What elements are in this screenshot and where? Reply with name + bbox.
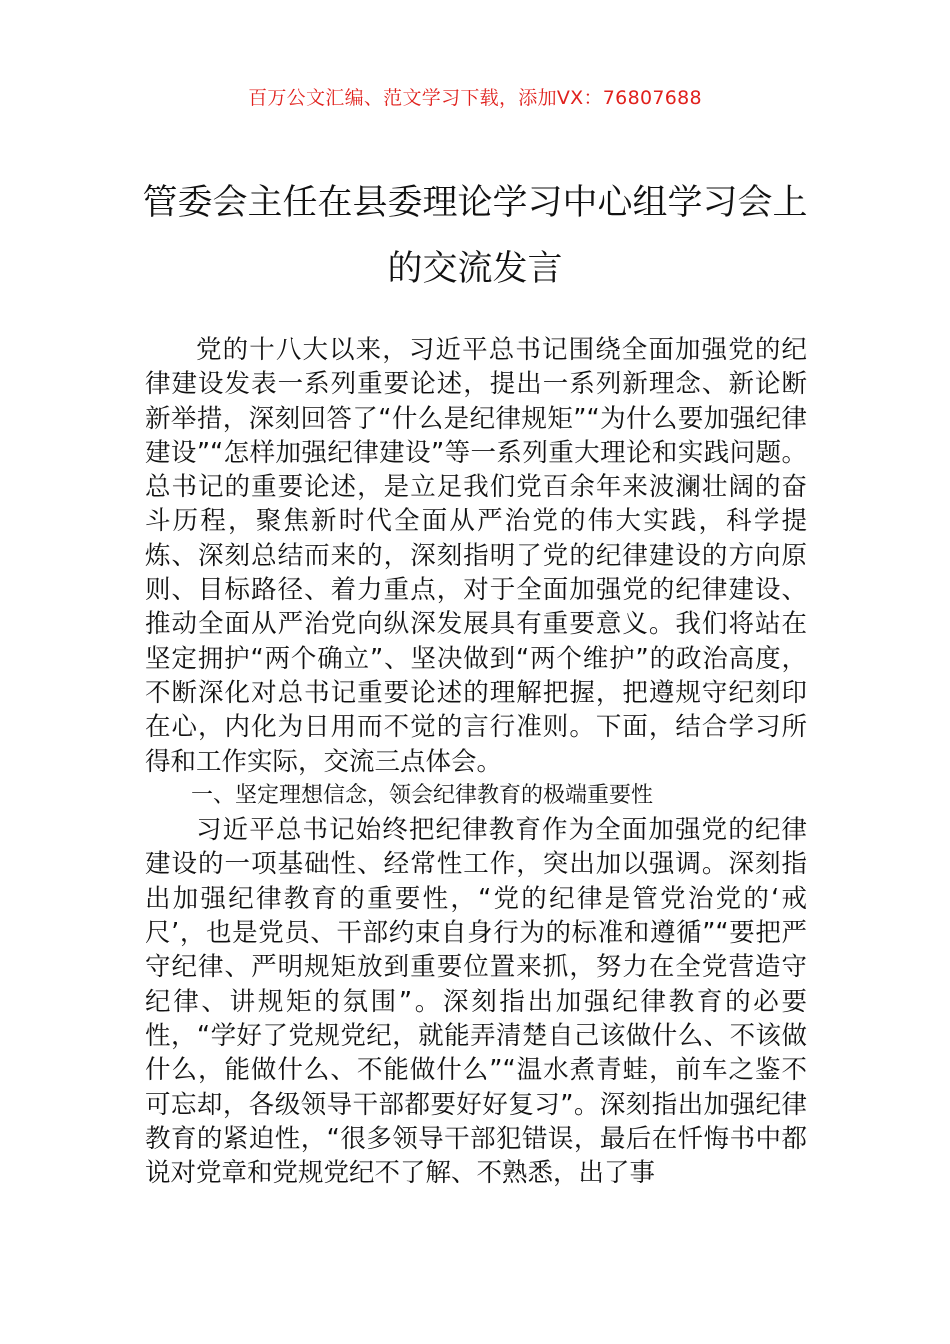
- page-title: 管委会主任在县委理论学习中心组学习会上的交流发言: [142, 183, 808, 289]
- section-heading: 一、坚定理想信念，领会纪律教育的极端重要性: [191, 782, 654, 808]
- watermark-banner: 百万公文汇编、范文学习下载，添加VX：76807688: [248, 87, 702, 109]
- section-paragraph: 习近平总书记始终把纪律教育作为全面加强党的纪律建设的一项基础性、经常性工作，突出加以强调。深刻指出加强纪律教育的重要性，“党的纪律是管党治党的‘戒尺’，也是党员、干部约束自身行为的标准和遵循”“要把严守纪律、严明规矩放到重要位置来抓，努力在全党营造守纪律、讲规矩的氛围”。深刻指出加强纪律教育的必要性，“学好了党规党纪，就能弄清楚自己该做什么、不该做什么，能做什么、不能做什么”“温水煮青蛙，前车之鉴不可忘却，各级领导干部都要好好复习”。深刻指出加强纪律教育的紧迫性，“很多领导干部犯错误，最后在忏悔书中都说对党章和党规党纪不了解、不熟悉，出了事: [145, 815, 807, 1189]
- document-body: [145, 333, 807, 1190]
- intro-paragraph: 党的十八大以来，习近平总书记围绕全面加强党的纪律建设发表一系列重要论述，提出一系列新理念、新论断新举措，深刻回答了“什么是纪律规矩”“为什么要加强纪律建设”“怎样加强纪律建设”等一系列重大理论和实践问题。总书记的重要论述，是立足我们党百余年来波澜壮阔的奋斗历程，聚焦新时代全面从严治党的伟大实践，科学提炼、深刻总结而来的，深刻指明了党的纪律建设的方向原则、目标路径、着力重点，对于全面加强党的纪律建设、推动全面从严治党向纵深发展具有重要意义。我们将站在坚定拥护“两个确立”、坚决做到“两个维护”的政治高度，不断深化对总书记重要论述的理解把握，把遵规守纪刻印在心，内化为日用而不觉的言行准则。下面，结合学习所得和工作实际，交流三点体会。: [145, 335, 807, 777]
